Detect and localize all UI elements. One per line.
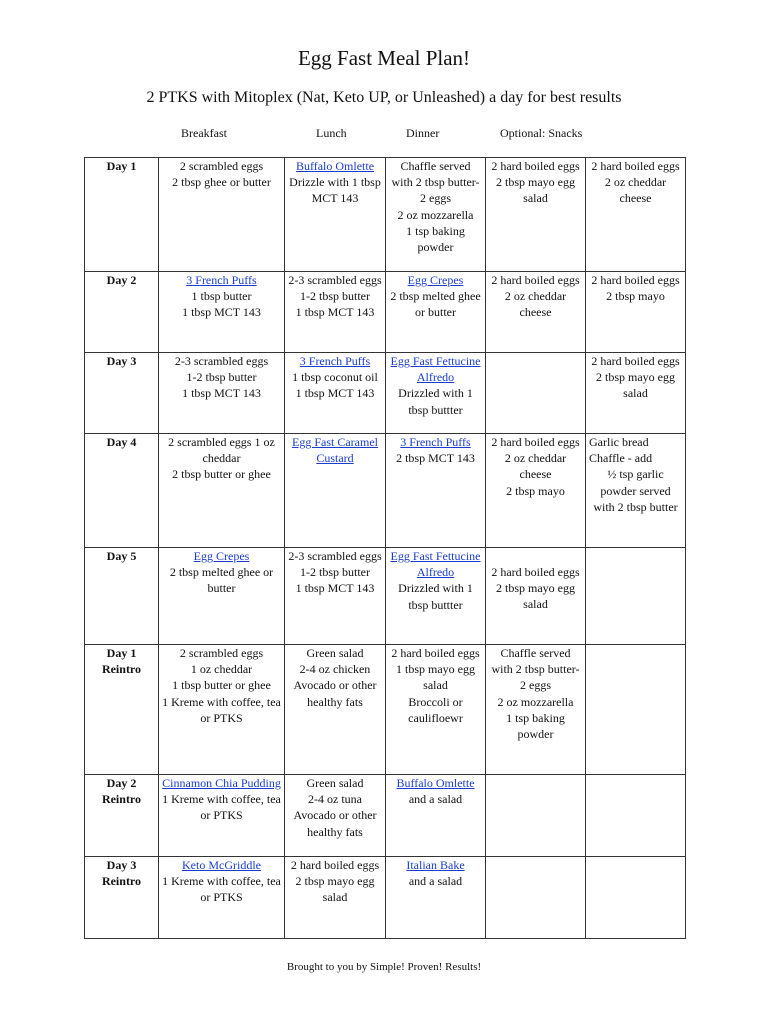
meal-line: 1 tsp baking powder: [506, 710, 565, 742]
meal-line: 2 tbsp mayo: [506, 483, 565, 498]
meal-line: 2 scrambled eggs: [179, 646, 264, 660]
snack-cell: [486, 857, 586, 939]
breakfast-cell: [159, 645, 285, 775]
meal-line: 1 tbsp MCT 143: [182, 386, 261, 401]
recipe-link-egg-fast-fettucine-alfredo[interactable]: Egg Fast Fettucine Alfredo: [390, 549, 481, 580]
day-label: Day 4: [106, 435, 137, 449]
meal-line: 2-3 scrambled eggs: [174, 354, 269, 368]
meal-line: Broccoli or caulifloewr: [408, 694, 463, 725]
meal-line: Drizzle with 1 tbsp MCT 143: [289, 175, 381, 206]
meal-line: 2 tbsp mayo egg salad: [496, 175, 575, 206]
breakfast-cell: [159, 353, 285, 434]
recipe-link-buffalo-omlette[interactable]: Buffalo Omlette: [396, 776, 475, 790]
meal-line: 2 tbsp mayo egg salad: [496, 581, 575, 612]
meal-line: 2 hard boiled eggs: [491, 435, 580, 449]
meal-line: 2 hard boiled eggs: [491, 159, 580, 173]
snack-cell: [486, 272, 586, 353]
recipe-link-buffalo-omlette[interactable]: Buffalo Omlette: [295, 159, 375, 173]
recipe-link-french-puffs[interactable]: 3 French Puffs: [299, 354, 371, 368]
meal-line: Green salad: [306, 776, 364, 790]
lunch-cell: [285, 857, 386, 939]
meal-line: 2 hard boiled eggs: [591, 273, 680, 287]
meal-line: 2 scrambled eggs 1 oz cheddar: [168, 435, 275, 466]
meal-line: and a salad: [408, 792, 463, 807]
meal-line: 2 oz mozzarella: [497, 694, 574, 709]
day-sublabel: Reintro: [101, 792, 142, 807]
meal-line: 2 hard boiled eggs: [391, 646, 480, 660]
snack-cell: [486, 353, 586, 434]
meal-line: 2 hard boiled eggs: [591, 159, 680, 173]
meal-line: 1-2 tbsp butter: [186, 370, 257, 385]
day-label: Day 3: [106, 354, 137, 368]
meal-line: 2-3 scrambled eggs: [288, 549, 382, 563]
day-cell: [85, 645, 159, 775]
snack-cell: [486, 775, 586, 857]
meal-line: Green salad: [306, 646, 364, 660]
day-label: Day 2: [106, 273, 137, 287]
meal-line: Avocado or other healthy fats: [293, 808, 377, 839]
lunch-cell: [285, 353, 386, 434]
breakfast-cell: [159, 272, 285, 353]
day-label: Day 1: [106, 159, 137, 173]
table-row: [85, 775, 686, 857]
dinner-cell: [386, 645, 486, 775]
snack-cell: [486, 434, 586, 548]
recipe-link-italian-bake[interactable]: Italian Bake: [406, 858, 465, 872]
meal-line: 1 tbsp MCT 143: [295, 581, 375, 596]
breakfast-cell: [159, 548, 285, 645]
day-label: Day 1: [106, 646, 137, 660]
day-sublabel: Reintro: [101, 662, 142, 677]
meal-line: 1 tbsp coconut oil: [292, 370, 378, 385]
day-cell: [85, 434, 159, 548]
meal-line: 2 tbsp mayo egg salad: [295, 874, 375, 905]
meal-line: Chaffle served with 2 tbsp butter- 2 eggs: [491, 646, 580, 693]
lunch-cell: [285, 158, 386, 272]
meal-line: 1 Kreme with coffee, tea or PTKS: [162, 792, 281, 823]
recipe-link-french-puffs[interactable]: 3 French Puffs: [400, 435, 471, 449]
meal-line: 2 oz cheddar cheese: [604, 175, 667, 206]
meal-line: 1 Kreme with coffee, tea or PTKS: [162, 694, 281, 725]
recipe-link-egg-crepes[interactable]: Egg Crepes: [193, 549, 250, 563]
dinner-cell: [386, 272, 486, 353]
lunch-cell: [285, 645, 386, 775]
page-title: Egg Fast Meal Plan!: [297, 46, 471, 70]
snack-cell: [586, 548, 686, 645]
meal-line: 2 tbsp mayo: [606, 289, 665, 304]
day-cell: [85, 158, 159, 272]
meal-line: 1 tsp baking powder: [406, 223, 465, 255]
breakfast-cell: [159, 775, 285, 857]
dinner-cell: [386, 775, 486, 857]
recipe-link-egg-fast-fettucine-alfredo[interactable]: Egg Fast Fettucine Alfredo: [390, 354, 481, 385]
recipe-link-french-puffs[interactable]: 3 French Puffs: [186, 273, 257, 287]
table-row: [85, 857, 686, 939]
meal-line: 2 tbsp melted ghee or butter: [390, 289, 481, 320]
column-header-dinner: Dinner: [406, 126, 440, 140]
meal-line: 1-2 tbsp butter: [300, 565, 370, 580]
day-cell: [85, 272, 159, 353]
day-label: Day 3: [106, 858, 137, 872]
meal-line: 2 tbsp mayo egg salad: [596, 370, 675, 401]
day-cell: [85, 353, 159, 434]
recipe-link-egg-fast-caramel-custard[interactable]: Egg Fast Caramel Custard: [292, 435, 378, 466]
day-sublabel: Reintro: [101, 874, 142, 889]
table-row: [85, 272, 686, 353]
column-header-breakfast: Breakfast: [181, 126, 227, 140]
meal-line: 1 tbsp MCT 143: [295, 305, 375, 320]
breakfast-cell: [159, 158, 285, 272]
meal-line: 1-2 tbsp butter: [300, 289, 370, 304]
dinner-cell: [386, 857, 486, 939]
meal-line: 1 tbsp MCT 143: [182, 305, 261, 320]
table-row: [85, 548, 686, 645]
column-header-snacks: Optional: Snacks: [500, 126, 583, 140]
day-cell: [85, 857, 159, 939]
snack-cell: [586, 272, 686, 353]
recipe-link-egg-crepes[interactable]: Egg Crepes: [407, 273, 464, 287]
recipe-link-keto-mcgriddle[interactable]: Keto McGriddle: [182, 858, 261, 872]
table-row: [85, 158, 686, 272]
dinner-cell: [386, 434, 486, 548]
meal-line: 2 tbsp melted ghee or butter: [169, 565, 274, 596]
meal-line: 2 hard boiled eggs: [290, 858, 380, 872]
meal-line: 2-4 oz chicken: [299, 662, 371, 677]
meal-line: 2 tbsp butter or ghee: [172, 467, 271, 482]
snack-cell: [586, 353, 686, 434]
meal-line: Drizzled with 1 tbsp buttter: [398, 386, 473, 417]
dinner-cell: [386, 158, 486, 272]
meal-line: 2 oz cheddar cheese: [504, 289, 567, 320]
snack-cell: [586, 158, 686, 272]
day-cell: [85, 775, 159, 857]
meal-line: Chaffle served with 2 tbsp butter- 2 eggs: [391, 159, 480, 206]
meal-plan-table: [84, 157, 686, 939]
snack-cell: [486, 645, 586, 775]
page-subtitle: 2 PTKS with Mitoplex (Nat, Keto UP, or Unleashed) a day for best results: [146, 89, 622, 106]
lunch-cell: [285, 548, 386, 645]
meal-line: 2 scrambled eggs: [179, 159, 264, 173]
meal-line: 1 tbsp butter: [191, 289, 252, 304]
lunch-cell: [285, 775, 386, 857]
table-row: [85, 353, 686, 434]
breakfast-cell: [159, 857, 285, 939]
breakfast-cell: [159, 434, 285, 548]
meal-line: 1 tbsp MCT 143: [295, 386, 375, 401]
snack-cell: [586, 645, 686, 775]
snack-cell: [486, 158, 586, 272]
lunch-cell: [285, 434, 386, 548]
footer-credit: Brought to you by Simple! Proven! Results!: [286, 961, 482, 973]
meal-line: 1 oz cheddar: [190, 662, 253, 677]
table-row: [85, 645, 686, 775]
meal-line: Avocado or other healthy fats: [293, 678, 377, 709]
meal-line: 2 hard boiled eggs: [491, 565, 580, 579]
meal-line: 2 tbsp MCT 143: [396, 451, 475, 466]
dinner-cell: [386, 548, 486, 645]
meal-line: 2 tbsp ghee or butter: [172, 175, 271, 190]
meal-line: 1 Kreme with coffee, tea or PTKS: [162, 874, 281, 905]
meal-line: Drizzled with 1 tbsp buttter: [398, 581, 473, 612]
table-row: [85, 434, 686, 548]
meal-line: 2 hard boiled eggs: [591, 354, 680, 368]
day-label: Day 2: [106, 776, 137, 790]
day-label: Day 5: [106, 549, 137, 563]
snack-cell: [586, 434, 686, 548]
meal-line: and a salad: [408, 874, 463, 889]
meal-line: 2 hard boiled eggs: [491, 273, 580, 287]
day-cell: [85, 548, 159, 645]
lunch-cell: [285, 272, 386, 353]
meal-line: 2 oz mozzarella: [397, 207, 474, 222]
meal-line: Garlic bread Chaffle - add: [589, 435, 653, 466]
meal-line: 2-4 oz tuna: [308, 792, 362, 807]
meal-line: 2 oz cheddar cheese: [504, 451, 567, 482]
dinner-cell: [386, 353, 486, 434]
meal-line: 2-3 scrambled eggs: [288, 273, 382, 287]
snack-cell: [486, 548, 586, 645]
snack-cell: [586, 775, 686, 857]
snack-cell: [586, 857, 686, 939]
recipe-link-cinnamon-chia-pudding[interactable]: Cinnamon Chia Pudding: [162, 776, 281, 790]
meal-line: ½ tsp garlic powder served with 2 tbsp butter: [593, 467, 678, 514]
meal-line: 1 tbsp mayo egg salad: [396, 662, 475, 693]
meal-line: 1 tbsp butter or ghee: [172, 678, 271, 693]
column-header-lunch: Lunch: [316, 126, 347, 140]
